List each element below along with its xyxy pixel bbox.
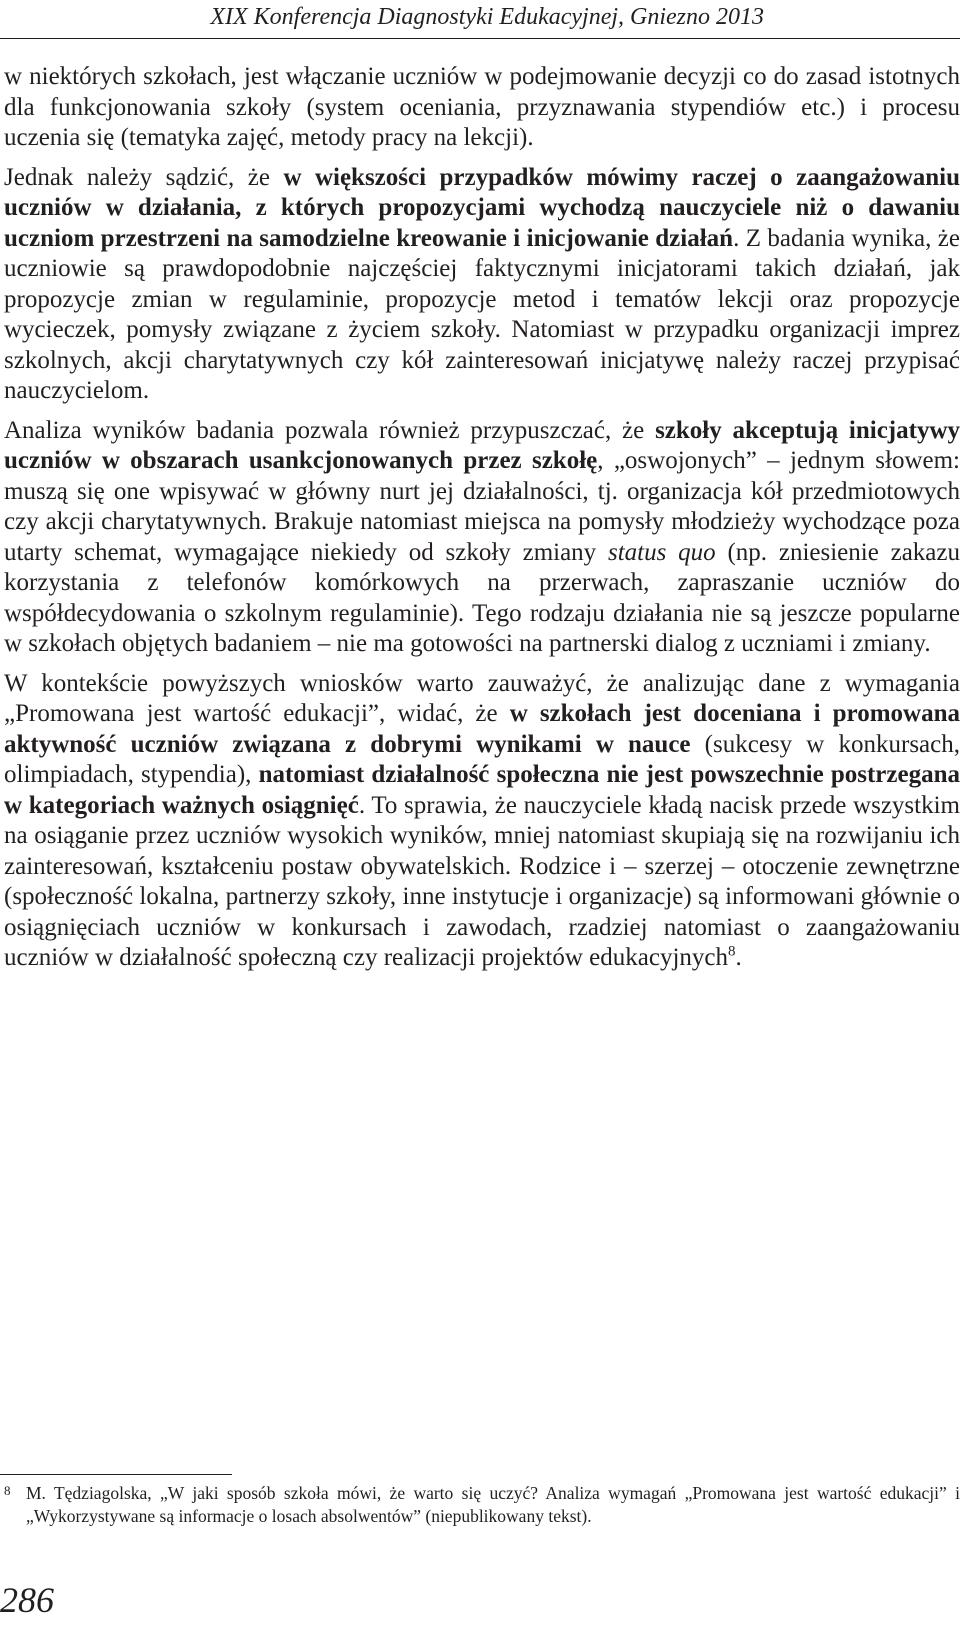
footnote-number: 8	[4, 1483, 11, 1498]
paragraph-4	[4, 669, 960, 974]
footnote-reference[interactable]: 8	[728, 943, 736, 960]
body-text	[4, 62, 960, 983]
paragraph-3-bold: szkoły akceptują inicjatywy uczniów w obszarach usankcjonowanych przez szkołę	[4, 416, 960, 474]
page-number: 286	[0, 1580, 54, 1620]
paragraph-4-bold-b: natomiast działalność społeczna nie jest powszechnie postrzegana w kategoriach ważnych osiągnięć	[4, 761, 960, 819]
footnote-text: M. Tędziagolska, „W jaki sposób szkoła mówi, że warto się uczyć? Analiza wymagań „Promowana jest wartość edukacji” i „Wykorzystywane są informacje o losach absolwentów” (niepublikowany tekst).	[26, 1483, 960, 1526]
paragraph-3-italic: status quo	[608, 538, 716, 566]
paragraph-4-text-c: . To sprawia, że nauczyciele kładą nacisk przede wszystkim na osiąganie przez uczniów wysokich wyników, mniej natomiast skupiają się na rozwijaniu ich zainteresowań, kształceniu postaw obywatelskich. Rodzice i – szerzej – otoczenie zewnętrzne (społeczność lokalna, partnerzy szkoły, inne instytucje i organizacje) są informowani głównie o osiągnięciach uczniów w konkursach i zawodach, rzadziej natomiast o zaangażowaniu uczniów w działalność społeczną czy realizacji projektów edukacyjnych	[4, 791, 960, 971]
paragraph-2-text-a: Jednak należy sądzić, że	[4, 163, 284, 191]
paragraph-2-text-b: . Z badania wynika, że uczniowie są prawdopodobnie najczęściej faktycznymi inicjatorami takich działań, jak propozycje zmian w regulaminie, propozycje metod i tematów lekcji oraz propozycje wycieczek, pomysły związane z życiem szkoły. Natomiast w przypadku organizacji imprez szkolnych, akcji charytatywnych czy kół zainteresowań inicjatywę należy raczej przypisać nauczycielom.	[4, 224, 960, 404]
footnote-rule	[0, 1474, 232, 1475]
paragraph-3-text-c: (np. zniesienie zakazu korzystania z telefonów komórkowych na przerwach, zapraszanie uczniów do współdecydowania o szkolnym regulaminie). Tego rodzaju działania nie są jeszcze popularne w szkołach objętych badaniem – nie ma gotowości na partnerski dialog z uczniami i zmiany.	[4, 538, 960, 657]
paragraph-3-text-b: , „oswojonych” – jednym słowem: muszą się one wpisywać w główny nurt jej działalności, tj. organizacja kół przedmiotowych czy akcji charytatywnych. Brakuje natomiast miejsca na pomysły młodzieży wychodzące poza utarty schemat, wymagające niekiedy od szkoły zmiany	[4, 447, 960, 566]
paragraph-3-text-a: Analiza wyników badania pozwala również przypuszczać, że	[4, 416, 656, 444]
footnote	[0, 1482, 960, 1528]
paragraph-4-bold-a: w szkołach jest doceniana i promowana aktywność uczniów związana z dobrymi wynikami w nauce	[4, 700, 960, 758]
paragraph-1	[4, 62, 960, 154]
paragraph-1-text: w niektórych szkołach, jest włączanie uczniów w podejmowanie decyzji co do zasad istotnych dla funkcjonowania szkoły (system oceniania, przyznawania stypendiów etc.) i procesu uczenia się (tematyka zajęć, metody pracy na lekcji).	[4, 63, 960, 151]
paragraph-4-text-d: .	[735, 944, 742, 971]
paragraph-4-text-b: (sukcesy w konkursach, olimpiadach, stypendia),	[4, 730, 960, 788]
paragraph-2	[4, 163, 960, 407]
paragraph-3	[4, 416, 960, 660]
paragraph-4-text-a: W kontekście powyższych wniosków warto zauważyć, że analizując dane z wymagania „Promowana jest wartość edukacji”, widać, że	[4, 669, 960, 727]
paragraph-2-bold: w większości przypadków mówimy raczej o zaangażowaniu uczniów w działania, z których propozycjami wychodzą nauczyciele niż o dawaniu uczniom przestrzeni na samodzielne kreowanie i inicjowanie działań	[4, 163, 960, 252]
running-header: XIX Konferencja Diagnostyki Edukacyjnej, Gniezno 2013	[210, 4, 764, 30]
header-rule	[0, 38, 960, 39]
